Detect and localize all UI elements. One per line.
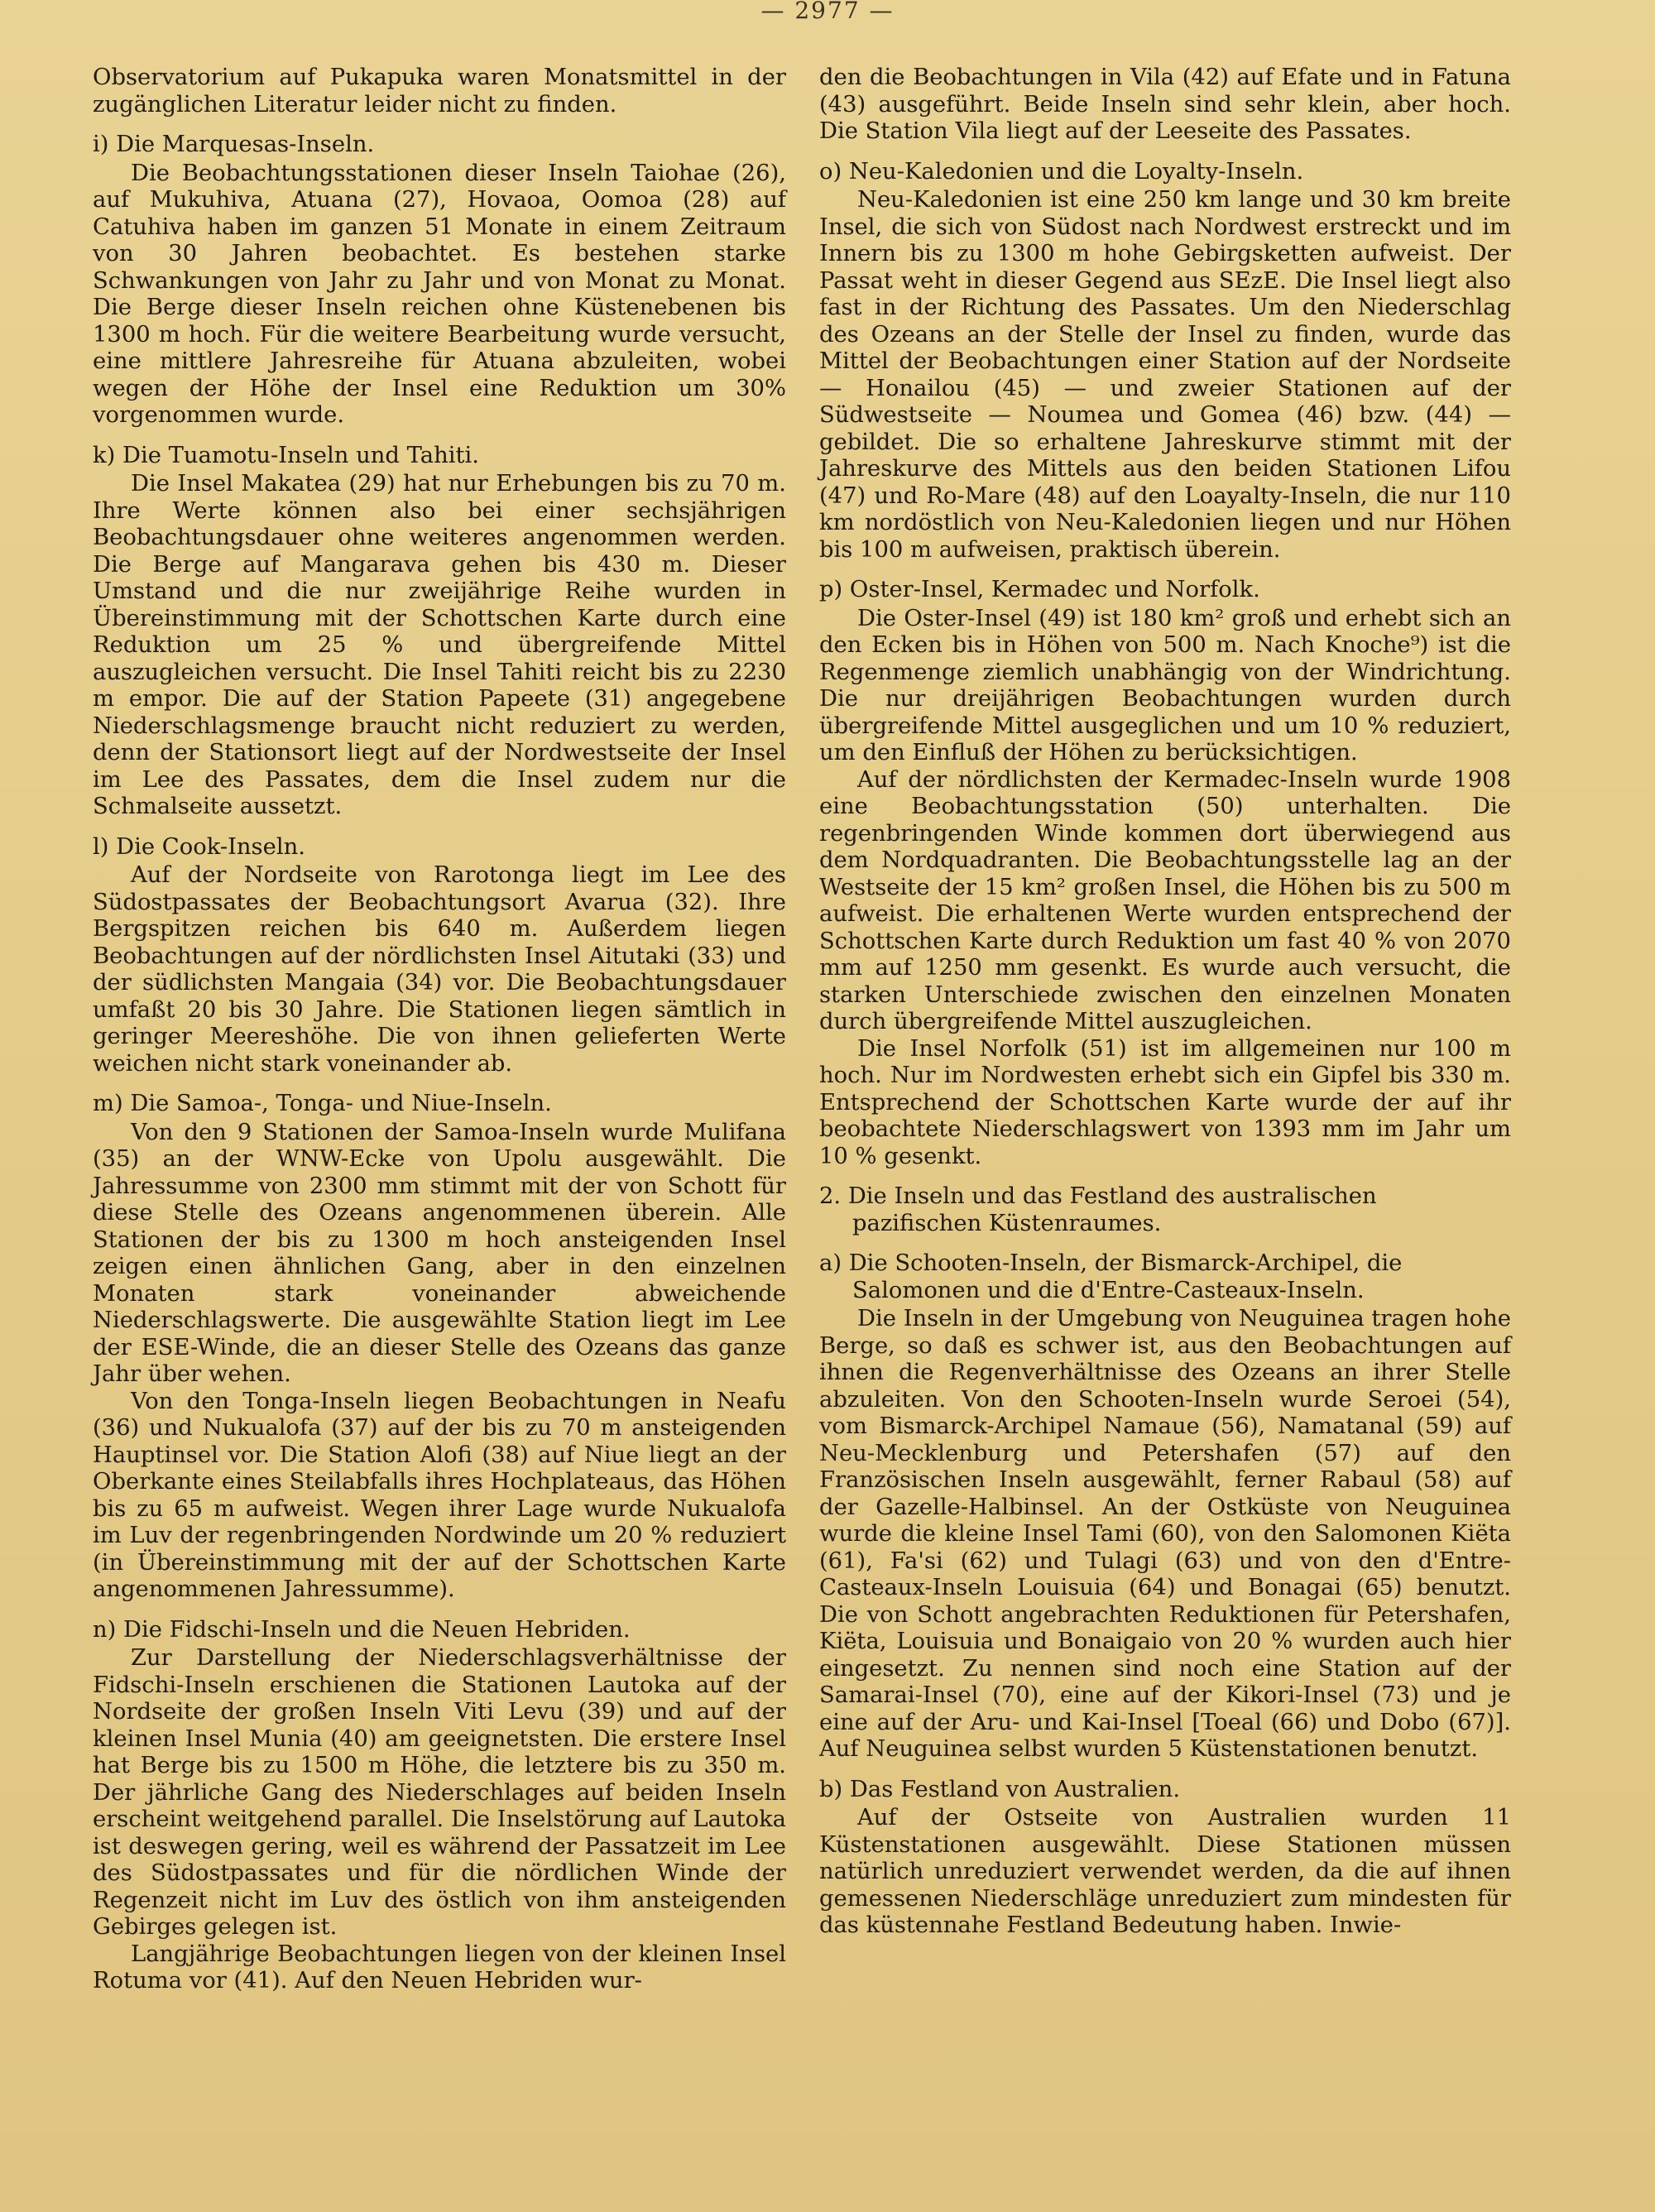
paragraph: Von den Tonga-Inseln liegen Beobachtungen in Neafu (36) und Nukualofa (37) auf der bis zu 70 m ansteigenden Hauptinsel vor. Die Station Alofi (38) auf Niue liegt an der Oberkante eines Steilabfalls ihres Hochplateaus, das Höhen bis zu 65 m aufweist. Wegen ihrer Lage wurde Nukualofa im Luv der regenbringenden Nordwinde um 20 % reduziert (in Übereinstimmung mit der auf der Schottschen Karte angenommenen Jahressumme). [93,1388,786,1602]
page-number: — 2977 — [760,0,895,24]
paragraph: Auf der Nordseite von Rarotonga liegt im Lee des Südostpassates der Beobachtungsort Avarua (32). Ihre Bergspitzen reichen bis 640 m. Außerdem liegen Beobachtungen auf der nördlichsten Insel Aitutaki (33) und der südlichsten Mangaia (34) vor. Die Beobachtungsdauer umfaßt 20 bis 30 Jahre. Die Stationen liegen sämtlich in geringer Meereshöhe. Die von ihnen gelieferten Werte weichen nicht stark voneinander ab. [93,862,786,1077]
section-heading: n) Die Fidschi-Inseln und die Neuen Hebriden. [93,1616,631,1643]
section-heading: p) Oster-Insel, Kermadec und Norfolk. [819,577,1260,602]
section-heading: o) Neu-Kaledonien und die Loyalty-Inseln. [819,158,1304,185]
paragraph: Die Insel Makatea (29) hat nur Erhebungen bis zu 70 m. Ihre Werte können also bei einer sechsjährigen Beobachtungsdauer ohne weiteres angenommen werden. Die Berge auf Mangarava gehen bis 430 m. Dieser Umstand und die nur zweijährige Reihe wurden in Übereinstimmung mit der Schottschen Karte durch eine Reduktion um 25 % und übergreifende Mittel auszugleichen versucht. Die Insel Tahiti reicht bis zu 2230 m empor. Die auf der Station Papeete (31) angegebene Niederschlagsmenge braucht nicht reduziert zu werden, denn der Stationsort liegt auf der Nordwestseite der Insel im Lee des Passates, dem die Insel zudem nur die Schmalseite aussetzt. [93,471,786,819]
right-column [819,65,1511,1940]
section-heading: b) Das Festland von Australien. [819,1776,1181,1802]
paragraph: Auf der nördlichsten der Kermadec-Inseln wurde 1908 eine Beobachtungsstation (50) unterhalten. Die regenbringenden Winde kommen dort überwiegend aus dem Nordquadranten. Die Beobachtungsstelle lag an der Westseite der 15 km² großen Insel, die Höhen bis zu 500 m aufweist. Die erhaltenen Werte wurden entsprechend der Schottschen Karte durch Reduktion um fast 40 % von 2070 mm auf 1250 mm gesenkt. Es wurde auch versucht, die starken Unterschiede zwischen den einzelnen Monaten durch übergreifende Mittel auszugleichen. [819,766,1511,1034]
section-heading: i) Die Marquesas-Inseln. [93,132,375,157]
section-heading: 2. Die Inseln und das Festland des australischen pazifischen Küstenraumes. [819,1183,1377,1236]
paragraph: Neu-Kaledonien ist eine 250 km lange und 30 km breite Insel, die sich von Südost nach Nordwest erstreckt und im Innern bis zu 1300 m hohe Gebirgsketten aufweist. Der Passat weht in dieser Gegend aus SEzE. Die Insel liegt also fast in der Richtung des Passates. Um den Niederschlag des Ozeans an der Stelle der Insel zu finden, wurde das Mittel der Beobachtungen einer Station auf der Nordseite — Honailou (45) — und zweier Stationen auf der Südwestseite — Noumea und Gomea (46) bzw. (44) — gebildet. Die so erhaltene Jahreskurve stimmt mit der Jahreskurve des Mittels aus den beiden Stationen Lifou (47) und Ro-Mare (48) auf den Loayalty-Inseln, die nur 110 km nordöstlich von Neu-Kaledonien liegen und nur Höhen bis 100 m aufweisen, praktisch überein. [819,187,1511,563]
paragraph: Die Oster-Insel (49) ist 180 km² groß und erhebt sich an den Ecken bis in Höhen von 500 m. Nach Knoche⁹) ist die Regenmenge ziemlich unabhängig von der Windrichtung. Die nur dreijährigen Beobachtungen wurden durch übergreifende Mittel ausgeglichen und um 10 % reduziert, um den Einfluß der Höhen zu berücksichtigen. [819,605,1511,765]
left-column [93,65,786,1995]
paragraph: Observatorium auf Pukapuka waren Monatsmittel in der zugänglichen Literatur leider nicht zu finden. [93,65,786,118]
paragraph: Die Beobachtungsstationen dieser Inseln Taiohae (26), auf Mukuhiva, Atuana (27), Hovaoa, Oomoa (28) auf Catuhiva haben im ganzen 51 Monate in einem Zeitraum von 30 Jahren beobachtet. Es bestehen starke Schwankungen von Jahr zu Jahr und von Monat zu Monat. Die Berge dieser Inseln reichen ohne Küstenebenen bis 1300 m hoch. Für die weitere Bearbeitung wurde versucht, eine mittlere Jahresreihe für Atuana abzuleiten, wobei wegen der Höhe der Insel eine Reduktion um 30% vorgenommen wurde. [93,160,786,428]
section-heading: k) Die Tuamotu-Inseln und Tahiti. [93,442,479,468]
paragraph: den die Beobachtungen in Vila (42) auf Efate und in Fatuna (43) ausgeführt. Beide Inseln sind sehr klein, aber hoch. Die Station Vila liegt auf der Leeseite des Passates. [819,65,1511,144]
section-heading: l) Die Cook-Inseln. [93,833,305,860]
paragraph: Von den 9 Stationen der Samoa-Inseln wurde Mulifana (35) an der WNW-Ecke von Upolu ausgewählt. Die Jahressumme von 2300 mm stimmt mit der von Schott für diese Stelle des Ozeans angenommenen überein. Alle Stationen der bis zu 1300 m hoch ansteigenden Insel zeigen einen ähnlichen Gang, aber in den einzelnen Monaten stark voneinander abweichende Niederschlagswerte. Die ausgewählte Station liegt im Lee der ESE-Winde, die an dieser Stelle des Ozeans das ganze Jahr über wehen. [93,1119,786,1387]
paragraph: Die Inseln in der Umgebung von Neuguinea tragen hohe Berge, so daß es schwer ist, aus den Beobachtungen auf ihnen die Regenverhältnisse des Ozeans an ihrer Stelle abzuleiten. Von den Schooten-Inseln wurde Seroei (54), vom Bismarck-Archipel Namaue (56), Namatanal (59) auf Neu-Mecklenburg und Petershafen (57) auf den Französischen Inseln ausgewählt, ferner Rabaul (58) auf der Gazelle-Halbinsel. An der Ostküste von Neuguinea wurde die kleine Insel Tami (60), von den Salomonen Kiëta (61), Fa'si (62) und Tulagi (63) und von den d'Entre-Casteaux-Inseln Louisuia (64) und Bonagai (65) benutzt. Die von Schott angebrachten Reduktionen für Petershafen, Kiëta, Louisuia und Bonaigaio von 20 % wurden auch hier eingesetzt. Zu nennen sind noch eine Station auf der Samarai-Insel (70), eine auf der Kikori-Insel (73) und je eine auf der Aru- und Kai-Insel [Toeal (66) und Dobo (67)]. Auf Neuguinea selbst wurden 5 Küstenstationen benutzt. [819,1306,1511,1762]
paragraph: Zur Darstellung der Niederschlagsverhältnisse der Fidschi-Inseln erschienen die Stationen Lautoka auf der Nordseite der großen Inseln Viti Levu (39) und auf der kleinen Insel Munia (40) am geeignetsten. Die erstere Insel hat Berge bis zu 1500 m Höhe, die letztere bis zu 350 m. Der jährliche Gang des Niederschlages auf beiden Inseln erscheint weitgehend parallel. Die Inselstörung auf Lautoka ist deswegen gering, weil es während der Passatzeit im Lee des Südostpassates und für die nördlichen Winde der Regenzeit nicht im Luv des östlich von ihm ansteigenden Gebirges gelegen ist. [93,1645,786,1940]
paragraph: Auf der Ostseite von Australien wurden 11 Küstenstationen ausgewählt. Diese Stationen müssen natürlich unreduziert verwendet werden, da die auf ihnen gemessenen Niederschläge unreduziert zum mindesten für das küstennahe Festland Bedeutung haben. Inwie- [819,1805,1511,1938]
section-heading: m) Die Samoa-, Tonga- und Niue-Inseln. [93,1091,552,1116]
paragraph: Langjährige Beobachtungen liegen von der kleinen Insel Rotuma vor (41). Auf den Neuen Hebriden wur- [93,1941,786,1994]
paragraph: Die Insel Norfolk (51) ist im allgemeinen nur 100 m hoch. Nur im Nordwesten erhebt sich ein Gipfel bis 330 m. Entsprechend der Schottschen Karte wurde der auf ihr beobachtete Niederschlagswert von 1393 mm im Jahr um 10 % gesenkt. [819,1035,1511,1169]
section-heading: a) Die Schooten-Inseln, der Bismarck-Archipel, die Salomonen und die d'Entre-Casteaux-Inseln. [819,1250,1403,1303]
